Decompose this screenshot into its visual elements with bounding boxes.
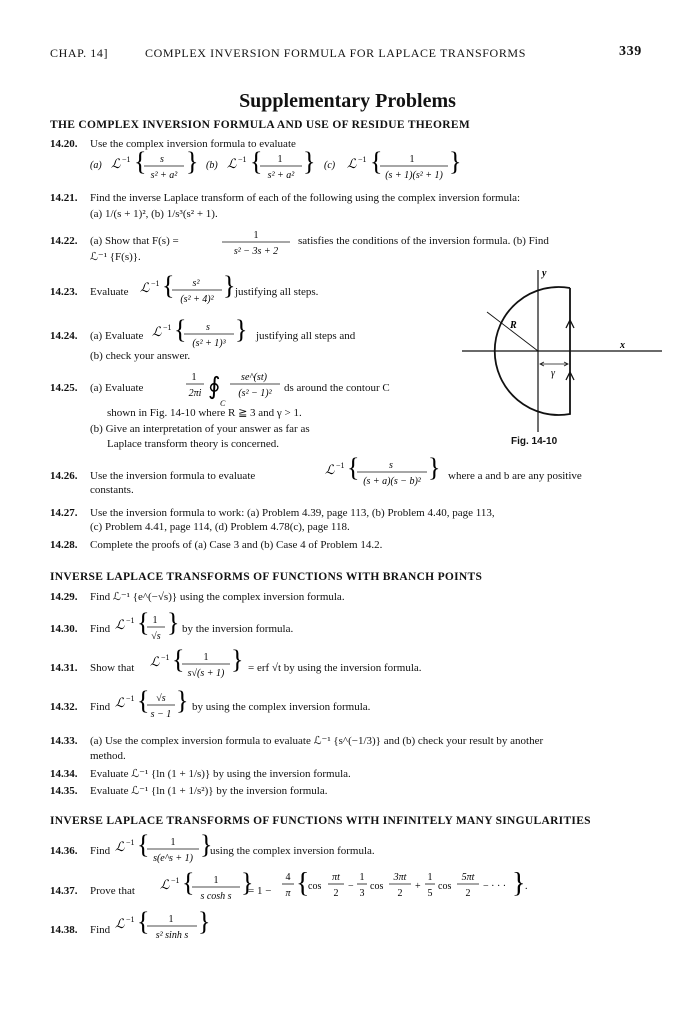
left-brace: { [347, 454, 360, 482]
numerator: s [206, 322, 210, 333]
problem-text: Evaluate ℒ⁻¹ {ln (1 + 1/s²)} by the inversion formula. [90, 785, 328, 797]
problem-text: Evaluate ℒ⁻¹ {ln (1 + 1/s)} by using the inversion formula. [90, 768, 351, 780]
problem-text: Complete the proofs of (a) Case 3 and (b) Case 4 of Problem 14.2. [90, 539, 383, 551]
problem-number: 14.20. [50, 138, 78, 150]
laplace-symbol: ℒ [160, 877, 170, 892]
inverse-exponent: −1 [126, 838, 135, 847]
numerator: 1 [359, 872, 365, 883]
laplace-symbol: ℒ [115, 916, 125, 931]
problem-text: Find [90, 924, 111, 936]
problem-number: 14.27. [50, 507, 78, 519]
left-brace: { [250, 147, 263, 176]
numerator: 1 [427, 872, 433, 883]
problem-text: (a) Evaluate [90, 330, 144, 342]
ellipsis: − · · · [483, 881, 507, 892]
denominator: √s [151, 631, 161, 642]
numerator: s [160, 154, 164, 165]
laplace-symbol: ℒ [140, 280, 150, 295]
problem-14-22 [50, 235, 179, 247]
problem-number: 14.34. [50, 768, 78, 780]
problem-14-37-lhs [160, 869, 256, 905]
running-title: COMPLEX INVERSION FORMULA FOR LAPLACE TRANSFORMS [145, 46, 526, 60]
laplace-symbol: ℒ [115, 617, 125, 632]
numerator: 1 [170, 837, 176, 848]
laplace-symbol: ℒ [111, 156, 121, 171]
problem-number: 14.25. [50, 382, 78, 394]
section-heading-2: INVERSE LAPLACE TRANSFORMS OF FUNCTIONS WITH BRANCH POINTS [50, 571, 483, 583]
figure-caption: Fig. 14-10 [511, 436, 558, 447]
problem-text: Use the inversion formula to work: (a) Problem 4.39, page 113, (b) Problem 4.40, page 113, [90, 507, 495, 519]
problem-14-32 [50, 701, 110, 713]
label-b: (b) [206, 160, 218, 171]
section-heading-3: INVERSE LAPLACE TRANSFORMS OF FUNCTIONS WITH INFINITELY MANY SINGULARITIES [50, 815, 591, 827]
inverse-exponent: −1 [358, 155, 367, 164]
denominator: s − 1 [150, 709, 172, 720]
problem-14-30 [50, 623, 110, 635]
right-brace: } [241, 869, 254, 897]
problem-14-27-line2: (c) Problem 4.41, page 114, (d) Problem 4.78(c), page 118. [90, 521, 350, 533]
problem-text: Show that [90, 662, 135, 674]
problem-14-25-rest: ds around the contour C [284, 382, 390, 394]
inverse-exponent: −1 [336, 461, 345, 470]
problem-number: 14.26. [50, 470, 78, 482]
inverse-exponent: −1 [238, 155, 247, 164]
cos-term-2: cos [370, 881, 384, 892]
problem-text: Use the inversion formula to evaluate [90, 470, 256, 482]
cos-term-3: cos [438, 881, 452, 892]
problem-14-37 [50, 885, 135, 897]
problem-14-23 [50, 286, 128, 298]
inverse-exponent: −1 [163, 323, 172, 332]
problem-14-26 [50, 470, 255, 482]
left-brace: { [296, 868, 310, 899]
left-brace: { [182, 869, 195, 897]
left-brace: { [174, 316, 187, 344]
laplace-symbol: ℒ [150, 654, 160, 669]
left-brace: { [172, 646, 185, 674]
numerator: 1 [203, 652, 209, 663]
inverse-exponent: −1 [126, 915, 135, 924]
numerator: πt [332, 872, 340, 883]
denominator: s² + a² [267, 170, 295, 181]
numerator: 5πt [461, 872, 475, 883]
problem-text: Find ℒ⁻¹ {e^(−√s)} [90, 591, 178, 603]
right-brace: } [303, 147, 316, 176]
problem-14-25-line4: Laplace transform theory is concerned. [107, 438, 279, 450]
denominator: 2πi [188, 388, 202, 399]
problem-number: 14.37. [50, 885, 78, 897]
problem-14-36-rest: using the complex inversion formula. [210, 845, 375, 857]
numerator: 1 [152, 615, 158, 626]
problem-14-38 [50, 924, 110, 936]
y-axis-label: y [542, 268, 547, 279]
problem-text: Find [90, 701, 111, 713]
denominator: π [285, 888, 291, 899]
inverse-exponent: −1 [126, 694, 135, 703]
minus-sign: − [348, 881, 354, 892]
right-brace: } [512, 868, 526, 899]
problem-number: 14.28. [50, 539, 78, 551]
problem-14-32-formula [115, 687, 195, 723]
numerator: 1 [191, 372, 197, 383]
problem-14-30-rest: by the inversion formula. [182, 623, 294, 635]
problem-number: 14.30. [50, 623, 78, 635]
problem-14-36-formula [115, 831, 225, 867]
laplace-symbol: ℒ [115, 695, 125, 710]
inverse-exponent: −1 [126, 616, 135, 625]
problem-text: Find the inverse Laplace transform of each of the following using the complex inversion formula: [90, 192, 521, 204]
problem-number: 14.22. [50, 235, 78, 247]
label-c: (c) [324, 160, 336, 171]
problem-number: 14.35. [50, 785, 78, 797]
denominator: 5 [427, 888, 433, 899]
numerator: s [389, 460, 393, 471]
right-brace: } [198, 908, 211, 936]
right-brace: } [428, 454, 441, 482]
problem-number: 14.21. [50, 192, 78, 204]
problem-14-31 [50, 662, 134, 674]
chapter-label: CHAP. 14] [50, 46, 109, 60]
right-brace: } [235, 316, 248, 344]
contour-subscript: C [220, 399, 226, 408]
denominator: s² − 3s + 2 [233, 246, 279, 257]
problem-text: (a) Show that F(s) = [90, 235, 179, 247]
problem-number: 14.31. [50, 662, 78, 674]
problem-14-30-formula [115, 609, 187, 645]
problem-14-28 [50, 539, 382, 551]
problem-text: Use the complex inversion formula to evaluate [90, 138, 296, 150]
right-brace: } [223, 272, 236, 300]
problem-number: 14.32. [50, 701, 78, 713]
denominator: s(e^s + 1) [153, 853, 193, 864]
x-axis-label: x [620, 340, 625, 351]
numerator: 1 [409, 154, 415, 165]
problem-14-22-part-b: ℒ⁻¹ {F(s)}. [90, 251, 141, 263]
numerator: 1 [277, 154, 283, 165]
denominator: (s + a)(s − b)² [363, 476, 421, 487]
left-brace: { [137, 687, 150, 715]
denominator: s² + a² [150, 170, 178, 181]
problem-14-29 [50, 590, 345, 603]
denominator: (s² + 1)³ [192, 338, 226, 349]
problem-14-33 [50, 734, 543, 747]
right-brace: } [167, 609, 180, 637]
right-brace: } [231, 646, 244, 674]
right-brace: } [176, 687, 189, 715]
numerator: √s [156, 693, 166, 704]
gamma-label: γ [551, 368, 555, 379]
left-brace: { [370, 147, 383, 176]
problem-14-26-rest: where a and b are any positive [448, 470, 582, 482]
problem-number: 14.24. [50, 330, 78, 342]
section-heading-1: THE COMPLEX INVERSION FORMULA AND USE OF RESIDUE THEOREM [50, 119, 470, 131]
page-number: 339 [619, 44, 642, 59]
problem-number: 14.36. [50, 845, 78, 857]
problem-text: Find [90, 845, 111, 857]
label-a: (a) [90, 160, 102, 171]
problem-14-26-formula [325, 454, 445, 490]
problem-14-34 [50, 767, 351, 780]
denominator: 2 [465, 888, 471, 899]
numerator: 1 [253, 230, 259, 241]
denominator: (s + 1)(s² + 1) [385, 170, 443, 181]
numerator: se^(st) [241, 372, 267, 383]
problem-number: 14.29. [50, 591, 78, 603]
problem-14-21-parts: (a) 1/(s + 1)², (b) 1/s³(s² + 1). [90, 208, 218, 220]
denominator: s cosh s [200, 891, 232, 902]
problem-14-24-formula [152, 316, 252, 352]
left-brace: { [137, 908, 150, 936]
problem-text: Find [90, 623, 111, 635]
problem-14-37-equals: = 1 − [248, 885, 272, 897]
laplace-symbol: ℒ [347, 156, 357, 171]
inverse-exponent: −1 [151, 279, 160, 288]
problem-text: Prove that [90, 885, 135, 897]
radius-label: R [510, 320, 517, 331]
problem-14-33-line2: method. [90, 750, 126, 762]
problem-14-25-part-b: (b) Give an interpretation of your answer as far as [90, 423, 310, 435]
denominator: 2 [397, 888, 403, 899]
problem-14-23-rest: justifying all steps. [235, 286, 319, 298]
left-brace: { [162, 272, 175, 300]
problem-14-25 [50, 382, 143, 394]
denominator: s² sinh s [155, 930, 189, 941]
inverse-exponent: −1 [161, 653, 170, 662]
problem-14-22-fraction [218, 227, 296, 261]
denominator: s√(s + 1) [187, 668, 225, 679]
problem-14-23-formula [140, 272, 240, 308]
problem-number: 14.33. [50, 735, 78, 747]
left-brace: { [134, 147, 147, 176]
problem-14-31-formula [150, 646, 246, 682]
laplace-symbol: ℒ [325, 462, 335, 477]
problem-text-rest: using the complex inversion formula. [179, 591, 345, 603]
problem-14-24-rest: justifying all steps and [256, 330, 356, 342]
denominator: (s² + 4)² [180, 294, 214, 305]
numerator: 3πt [393, 872, 407, 883]
laplace-symbol: ℒ [115, 839, 125, 854]
numerator: s² [192, 278, 200, 289]
problem-14-36 [50, 845, 110, 857]
problem-text: (a) Evaluate [90, 382, 144, 394]
problem-14-24 [50, 330, 143, 342]
numerator: 1 [213, 875, 219, 886]
cos-term-1: cos [308, 881, 322, 892]
right-brace: } [186, 147, 199, 176]
problem-14-26-line2: constants. [90, 484, 134, 496]
denominator: 2 [333, 888, 339, 899]
left-brace: { [137, 609, 150, 637]
laplace-symbol: ℒ [227, 156, 237, 171]
problem-14-31-rest: = erf √t by using the inversion formula. [248, 662, 422, 674]
problem-14-21 [50, 192, 520, 204]
problem-text: Evaluate [90, 286, 129, 298]
problem-14-25-line2: shown in Fig. 14-10 where R ≧ 3 and γ > 1. [107, 407, 302, 419]
plus-sign: + [415, 881, 421, 892]
problem-text: (a) Use the complex inversion formula to evaluate ℒ⁻¹ {s^(−1/3)} and (b) check your result by another [90, 735, 544, 747]
period: . [525, 881, 528, 892]
numerator: 4 [285, 872, 291, 883]
denominator: 3 [359, 888, 365, 899]
problem-14-20-formulas [90, 146, 470, 186]
problem-14-24-part-b: (b) check your answer. [90, 350, 191, 362]
left-brace: { [137, 831, 150, 859]
problem-14-37-series [282, 866, 532, 906]
right-brace: } [449, 147, 462, 176]
right-brace: } [200, 831, 213, 859]
denominator: (s² − 1)² [238, 388, 272, 399]
problem-number: 14.38. [50, 924, 78, 936]
problem-14-22-rest: satisfies the conditions of the inversion formula. (b) Find [298, 235, 549, 247]
figure-14-10 [462, 262, 662, 434]
problem-14-38-formula [115, 908, 225, 944]
inverse-exponent: −1 [171, 876, 180, 885]
inverse-exponent: −1 [122, 155, 131, 164]
contour-integral-sign: ∮ [208, 374, 221, 400]
numerator: 1 [168, 914, 174, 925]
problem-number: 14.23. [50, 286, 78, 298]
problem-14-32-rest: by using the complex inversion formula. [192, 701, 371, 713]
laplace-symbol: ℒ [152, 324, 162, 339]
page-title: Supplementary Problems [239, 90, 456, 112]
problem-14-35 [50, 784, 327, 797]
problem-14-27 [50, 507, 495, 519]
